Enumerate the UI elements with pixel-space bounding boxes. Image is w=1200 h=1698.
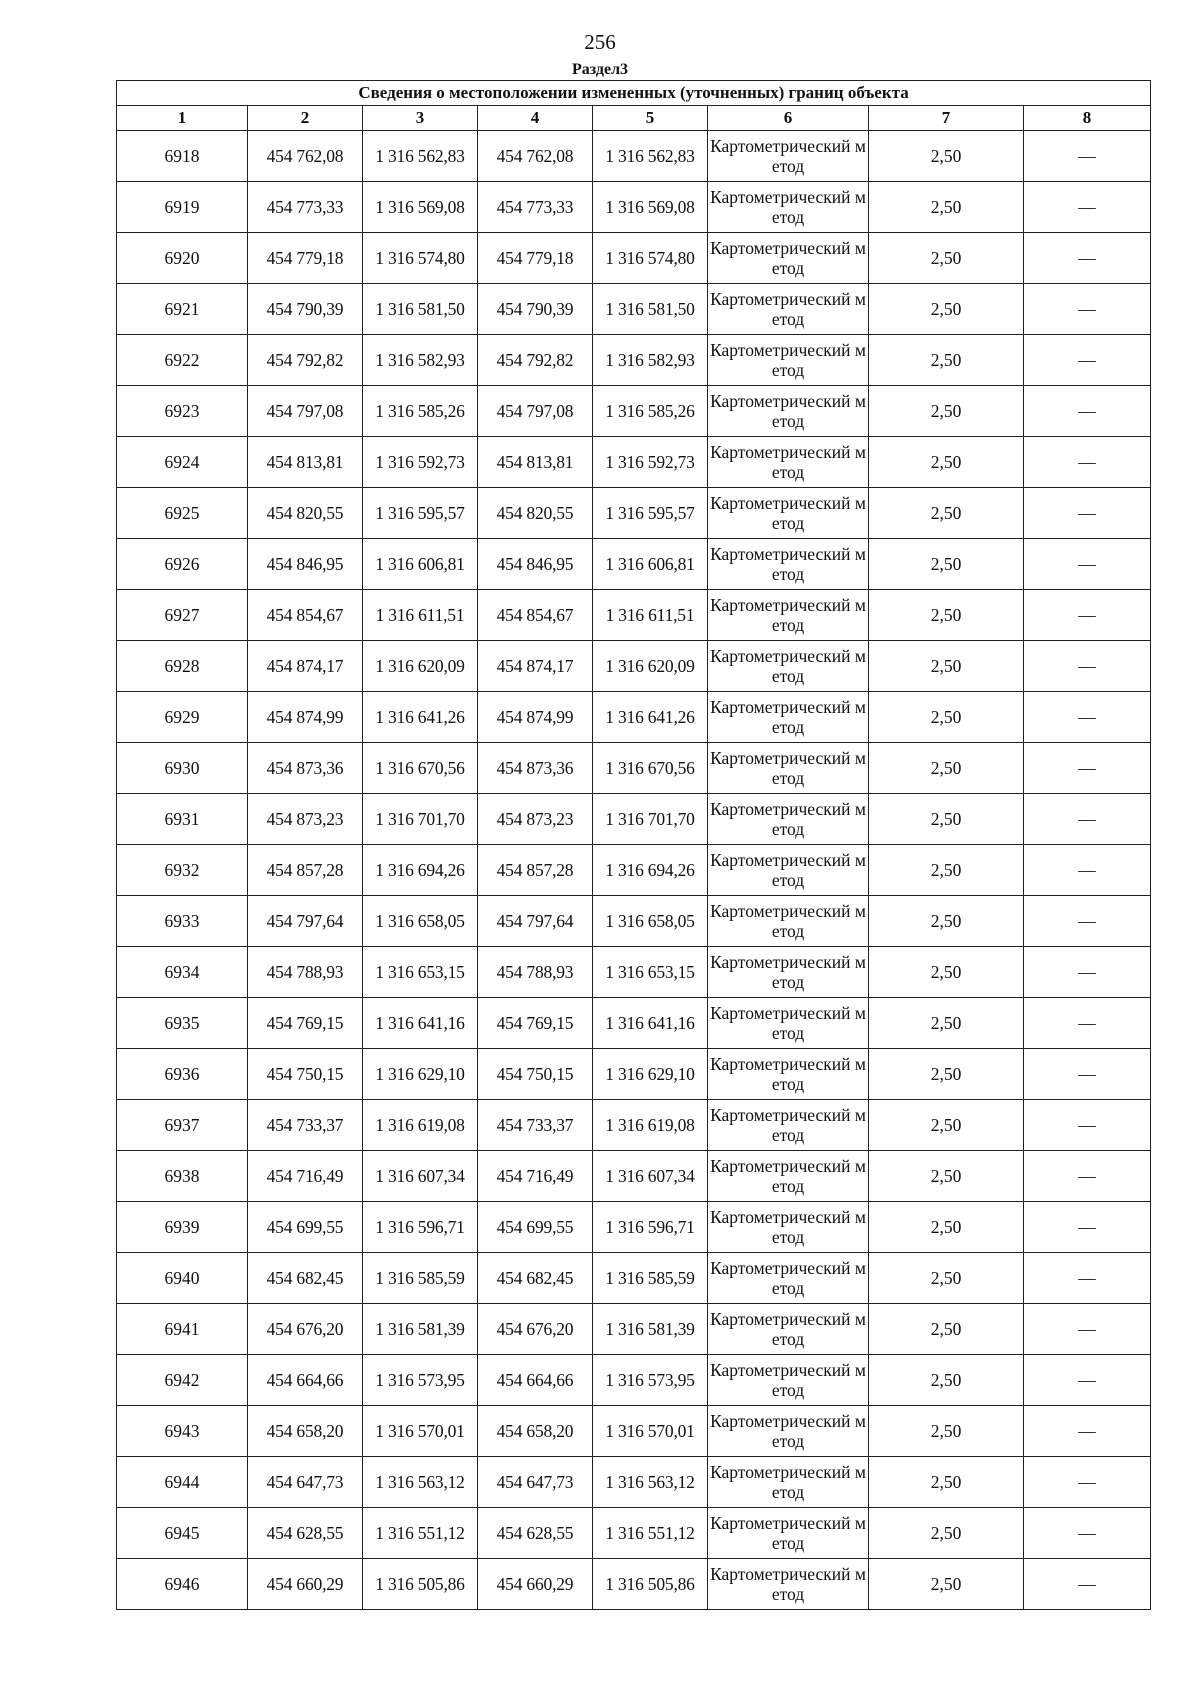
accuracy-cell: 2,50	[869, 998, 1024, 1049]
description-cell: —	[1024, 1355, 1151, 1406]
description-cell: —	[1024, 386, 1151, 437]
y-new-cell: 1 316 569,08	[593, 182, 708, 233]
table-row	[117, 182, 1151, 233]
description-cell: —	[1024, 641, 1151, 692]
method-cell: Картометрический метод	[708, 947, 869, 998]
y-existing-cell: 1 316 653,15	[363, 947, 478, 998]
y-existing-cell: 1 316 701,70	[363, 794, 478, 845]
accuracy-cell: 2,50	[869, 1253, 1024, 1304]
point-number-cell: 6938	[117, 1151, 248, 1202]
description-cell: —	[1024, 1457, 1151, 1508]
x-new-cell: 454 797,08	[478, 386, 593, 437]
table-row	[117, 1049, 1151, 1100]
y-new-cell: 1 316 574,80	[593, 233, 708, 284]
method-cell: Картометрический метод	[708, 1457, 869, 1508]
y-existing-cell: 1 316 629,10	[363, 1049, 478, 1100]
accuracy-cell: 2,50	[869, 1508, 1024, 1559]
y-existing-cell: 1 316 562,83	[363, 131, 478, 182]
y-existing-cell: 1 316 569,08	[363, 182, 478, 233]
table-row	[117, 1100, 1151, 1151]
point-number-cell: 6931	[117, 794, 248, 845]
y-existing-cell: 1 316 581,50	[363, 284, 478, 335]
x-new-cell: 454 658,20	[478, 1406, 593, 1457]
y-new-cell: 1 316 563,12	[593, 1457, 708, 1508]
x-existing-cell: 454 792,82	[248, 335, 363, 386]
table-row	[117, 437, 1151, 488]
y-new-cell: 1 316 505,86	[593, 1559, 708, 1610]
table-row	[117, 947, 1151, 998]
y-existing-cell: 1 316 694,26	[363, 845, 478, 896]
y-existing-cell: 1 316 551,12	[363, 1508, 478, 1559]
point-number-cell: 6933	[117, 896, 248, 947]
x-existing-cell: 454 676,20	[248, 1304, 363, 1355]
x-new-cell: 454 854,67	[478, 590, 593, 641]
table-row	[117, 998, 1151, 1049]
accuracy-cell: 2,50	[869, 1559, 1024, 1610]
point-number-cell: 6920	[117, 233, 248, 284]
y-new-cell: 1 316 570,01	[593, 1406, 708, 1457]
accuracy-cell: 2,50	[869, 896, 1024, 947]
page-number: 256	[584, 30, 616, 54]
y-new-cell: 1 316 551,12	[593, 1508, 708, 1559]
y-existing-cell: 1 316 573,95	[363, 1355, 478, 1406]
x-new-cell: 454 873,23	[478, 794, 593, 845]
y-new-cell: 1 316 581,39	[593, 1304, 708, 1355]
x-new-cell: 454 790,39	[478, 284, 593, 335]
description-cell: —	[1024, 182, 1151, 233]
point-number-cell: 6943	[117, 1406, 248, 1457]
column-header: 7	[869, 106, 1024, 131]
table-row	[117, 386, 1151, 437]
x-new-cell: 454 676,20	[478, 1304, 593, 1355]
column-header: 1	[117, 106, 248, 131]
y-existing-cell: 1 316 595,57	[363, 488, 478, 539]
x-new-cell: 454 762,08	[478, 131, 593, 182]
accuracy-cell: 2,50	[869, 743, 1024, 794]
y-new-cell: 1 316 585,26	[593, 386, 708, 437]
y-existing-cell: 1 316 570,01	[363, 1406, 478, 1457]
column-header: 3	[363, 106, 478, 131]
method-cell: Картометрический метод	[708, 641, 869, 692]
x-existing-cell: 454 762,08	[248, 131, 363, 182]
table-row	[117, 1406, 1151, 1457]
column-header: 6	[708, 106, 869, 131]
accuracy-cell: 2,50	[869, 233, 1024, 284]
x-new-cell: 454 797,64	[478, 896, 593, 947]
table-row	[117, 1304, 1151, 1355]
table-body	[117, 131, 1151, 1610]
y-existing-cell: 1 316 581,39	[363, 1304, 478, 1355]
point-number-cell: 6925	[117, 488, 248, 539]
x-existing-cell: 454 769,15	[248, 998, 363, 1049]
description-cell: —	[1024, 437, 1151, 488]
method-cell: Картометрический метод	[708, 1253, 869, 1304]
x-new-cell: 454 813,81	[478, 437, 593, 488]
x-new-cell: 454 750,15	[478, 1049, 593, 1100]
x-new-cell: 454 788,93	[478, 947, 593, 998]
x-new-cell: 454 874,17	[478, 641, 593, 692]
point-number-cell: 6919	[117, 182, 248, 233]
x-existing-cell: 454 682,45	[248, 1253, 363, 1304]
y-new-cell: 1 316 585,59	[593, 1253, 708, 1304]
accuracy-cell: 2,50	[869, 1406, 1024, 1457]
y-existing-cell: 1 316 641,26	[363, 692, 478, 743]
x-existing-cell: 454 788,93	[248, 947, 363, 998]
method-cell: Картометрический метод	[708, 1100, 869, 1151]
x-existing-cell: 454 699,55	[248, 1202, 363, 1253]
x-new-cell: 454 660,29	[478, 1559, 593, 1610]
description-cell: —	[1024, 1100, 1151, 1151]
y-new-cell: 1 316 694,26	[593, 845, 708, 896]
y-existing-cell: 1 316 585,26	[363, 386, 478, 437]
table-caption-row	[117, 81, 1151, 106]
point-number-cell: 6936	[117, 1049, 248, 1100]
description-cell: —	[1024, 1151, 1151, 1202]
table-row	[117, 1355, 1151, 1406]
y-new-cell: 1 316 611,51	[593, 590, 708, 641]
table-caption: Сведения о местоположении измененных (уточненных) границ объекта	[117, 81, 1151, 106]
method-cell: Картометрический метод	[708, 1559, 869, 1610]
accuracy-cell: 2,50	[869, 794, 1024, 845]
x-new-cell: 454 699,55	[478, 1202, 593, 1253]
y-existing-cell: 1 316 611,51	[363, 590, 478, 641]
table-row	[117, 896, 1151, 947]
method-cell: Картометрический метод	[708, 284, 869, 335]
table-row	[117, 284, 1151, 335]
description-cell: —	[1024, 845, 1151, 896]
x-new-cell: 454 846,95	[478, 539, 593, 590]
method-cell: Картометрический метод	[708, 845, 869, 896]
y-new-cell: 1 316 595,57	[593, 488, 708, 539]
accuracy-cell: 2,50	[869, 845, 1024, 896]
table-row	[117, 233, 1151, 284]
description-cell: —	[1024, 998, 1151, 1049]
accuracy-cell: 2,50	[869, 488, 1024, 539]
description-cell: —	[1024, 743, 1151, 794]
point-number-cell: 6926	[117, 539, 248, 590]
x-existing-cell: 454 664,66	[248, 1355, 363, 1406]
x-new-cell: 454 628,55	[478, 1508, 593, 1559]
description-cell: —	[1024, 947, 1151, 998]
description-cell: —	[1024, 590, 1151, 641]
table-row	[117, 1151, 1151, 1202]
method-cell: Картометрический метод	[708, 692, 869, 743]
y-new-cell: 1 316 620,09	[593, 641, 708, 692]
table-row	[117, 335, 1151, 386]
method-cell: Картометрический метод	[708, 335, 869, 386]
x-existing-cell: 454 854,67	[248, 590, 363, 641]
point-number-cell: 6944	[117, 1457, 248, 1508]
point-number-cell: 6927	[117, 590, 248, 641]
y-existing-cell: 1 316 585,59	[363, 1253, 478, 1304]
y-new-cell: 1 316 562,83	[593, 131, 708, 182]
accuracy-cell: 2,50	[869, 1355, 1024, 1406]
y-existing-cell: 1 316 582,93	[363, 335, 478, 386]
x-existing-cell: 454 874,17	[248, 641, 363, 692]
x-new-cell: 454 664,66	[478, 1355, 593, 1406]
y-new-cell: 1 316 670,56	[593, 743, 708, 794]
point-number-cell: 6918	[117, 131, 248, 182]
accuracy-cell: 2,50	[869, 1304, 1024, 1355]
description-cell: —	[1024, 335, 1151, 386]
point-number-cell: 6922	[117, 335, 248, 386]
x-existing-cell: 454 874,99	[248, 692, 363, 743]
description-cell: —	[1024, 794, 1151, 845]
point-number-cell: 6928	[117, 641, 248, 692]
method-cell: Картометрический метод	[708, 488, 869, 539]
x-new-cell: 454 733,37	[478, 1100, 593, 1151]
method-cell: Картометрический метод	[708, 1304, 869, 1355]
accuracy-cell: 2,50	[869, 1100, 1024, 1151]
point-number-cell: 6946	[117, 1559, 248, 1610]
x-existing-cell: 454 790,39	[248, 284, 363, 335]
table-row	[117, 539, 1151, 590]
table-row	[117, 743, 1151, 794]
method-cell: Картометрический метод	[708, 743, 869, 794]
table-row	[117, 692, 1151, 743]
x-existing-cell: 454 857,28	[248, 845, 363, 896]
x-new-cell: 454 857,28	[478, 845, 593, 896]
column-header: 2	[248, 106, 363, 131]
y-new-cell: 1 316 653,15	[593, 947, 708, 998]
section-title: Раздел3	[571, 61, 629, 78]
point-number-cell: 6929	[117, 692, 248, 743]
y-existing-cell: 1 316 606,81	[363, 539, 478, 590]
x-existing-cell: 454 846,95	[248, 539, 363, 590]
method-cell: Картометрический метод	[708, 1406, 869, 1457]
point-number-cell: 6937	[117, 1100, 248, 1151]
x-new-cell: 454 773,33	[478, 182, 593, 233]
accuracy-cell: 2,50	[869, 131, 1024, 182]
point-number-cell: 6941	[117, 1304, 248, 1355]
y-existing-cell: 1 316 505,86	[363, 1559, 478, 1610]
x-existing-cell: 454 797,08	[248, 386, 363, 437]
description-cell: —	[1024, 896, 1151, 947]
y-existing-cell: 1 316 596,71	[363, 1202, 478, 1253]
description-cell: —	[1024, 488, 1151, 539]
y-existing-cell: 1 316 607,34	[363, 1151, 478, 1202]
description-cell: —	[1024, 1406, 1151, 1457]
accuracy-cell: 2,50	[869, 437, 1024, 488]
x-existing-cell: 454 647,73	[248, 1457, 363, 1508]
x-existing-cell: 454 820,55	[248, 488, 363, 539]
x-existing-cell: 454 628,55	[248, 1508, 363, 1559]
point-number-cell: 6934	[117, 947, 248, 998]
x-new-cell: 454 647,73	[478, 1457, 593, 1508]
description-cell: —	[1024, 233, 1151, 284]
point-number-cell: 6942	[117, 1355, 248, 1406]
point-number-cell: 6932	[117, 845, 248, 896]
method-cell: Картометрический метод	[708, 1049, 869, 1100]
y-new-cell: 1 316 629,10	[593, 1049, 708, 1100]
method-cell: Картометрический метод	[708, 182, 869, 233]
point-number-cell: 6921	[117, 284, 248, 335]
accuracy-cell: 2,50	[869, 284, 1024, 335]
y-new-cell: 1 316 607,34	[593, 1151, 708, 1202]
y-new-cell: 1 316 573,95	[593, 1355, 708, 1406]
x-existing-cell: 454 750,15	[248, 1049, 363, 1100]
accuracy-cell: 2,50	[869, 1457, 1024, 1508]
description-cell: —	[1024, 284, 1151, 335]
method-cell: Картометрический метод	[708, 1355, 869, 1406]
accuracy-cell: 2,50	[869, 947, 1024, 998]
column-header: 8	[1024, 106, 1151, 131]
accuracy-cell: 2,50	[869, 1202, 1024, 1253]
y-existing-cell: 1 316 641,16	[363, 998, 478, 1049]
method-cell: Картометрический метод	[708, 896, 869, 947]
table-row	[117, 794, 1151, 845]
x-new-cell: 454 873,36	[478, 743, 593, 794]
y-new-cell: 1 316 606,81	[593, 539, 708, 590]
x-existing-cell: 454 733,37	[248, 1100, 363, 1151]
point-number-cell: 6935	[117, 998, 248, 1049]
x-new-cell: 454 820,55	[478, 488, 593, 539]
x-existing-cell: 454 873,23	[248, 794, 363, 845]
x-existing-cell: 454 873,36	[248, 743, 363, 794]
x-new-cell: 454 779,18	[478, 233, 593, 284]
accuracy-cell: 2,50	[869, 590, 1024, 641]
method-cell: Картометрический метод	[708, 1508, 869, 1559]
description-cell: —	[1024, 692, 1151, 743]
y-existing-cell: 1 316 563,12	[363, 1457, 478, 1508]
y-new-cell: 1 316 641,16	[593, 998, 708, 1049]
description-cell: —	[1024, 1304, 1151, 1355]
y-new-cell: 1 316 582,93	[593, 335, 708, 386]
y-existing-cell: 1 316 670,56	[363, 743, 478, 794]
accuracy-cell: 2,50	[869, 641, 1024, 692]
point-number-cell: 6923	[117, 386, 248, 437]
point-number-cell: 6930	[117, 743, 248, 794]
point-number-cell: 6939	[117, 1202, 248, 1253]
column-header: 5	[593, 106, 708, 131]
y-new-cell: 1 316 701,70	[593, 794, 708, 845]
x-existing-cell: 454 716,49	[248, 1151, 363, 1202]
method-cell: Картометрический метод	[708, 1202, 869, 1253]
table-row	[117, 845, 1151, 896]
description-cell: —	[1024, 1559, 1151, 1610]
y-new-cell: 1 316 592,73	[593, 437, 708, 488]
x-existing-cell: 454 658,20	[248, 1406, 363, 1457]
y-existing-cell: 1 316 658,05	[363, 896, 478, 947]
table-row	[117, 1253, 1151, 1304]
x-existing-cell: 454 779,18	[248, 233, 363, 284]
description-cell: —	[1024, 539, 1151, 590]
method-cell: Картометрический метод	[708, 437, 869, 488]
y-existing-cell: 1 316 574,80	[363, 233, 478, 284]
boundary-coordinates-table	[116, 80, 1151, 1610]
y-existing-cell: 1 316 619,08	[363, 1100, 478, 1151]
table-row	[117, 1457, 1151, 1508]
x-new-cell: 454 769,15	[478, 998, 593, 1049]
point-number-cell: 6940	[117, 1253, 248, 1304]
description-cell: —	[1024, 131, 1151, 182]
accuracy-cell: 2,50	[869, 692, 1024, 743]
method-cell: Картометрический метод	[708, 233, 869, 284]
y-new-cell: 1 316 596,71	[593, 1202, 708, 1253]
x-new-cell: 454 874,99	[478, 692, 593, 743]
x-existing-cell: 454 660,29	[248, 1559, 363, 1610]
method-cell: Картометрический метод	[708, 1151, 869, 1202]
table-row	[117, 1559, 1151, 1610]
x-existing-cell: 454 773,33	[248, 182, 363, 233]
table-header-row	[117, 106, 1151, 131]
accuracy-cell: 2,50	[869, 386, 1024, 437]
y-new-cell: 1 316 641,26	[593, 692, 708, 743]
accuracy-cell: 2,50	[869, 1151, 1024, 1202]
x-new-cell: 454 682,45	[478, 1253, 593, 1304]
method-cell: Картометрический метод	[708, 386, 869, 437]
y-new-cell: 1 316 619,08	[593, 1100, 708, 1151]
table-row	[117, 590, 1151, 641]
accuracy-cell: 2,50	[869, 335, 1024, 386]
method-cell: Картометрический метод	[708, 131, 869, 182]
table-row	[117, 1202, 1151, 1253]
y-new-cell: 1 316 581,50	[593, 284, 708, 335]
y-new-cell: 1 316 658,05	[593, 896, 708, 947]
point-number-cell: 6924	[117, 437, 248, 488]
accuracy-cell: 2,50	[869, 182, 1024, 233]
table-row	[117, 131, 1151, 182]
column-header: 4	[478, 106, 593, 131]
method-cell: Картометрический метод	[708, 539, 869, 590]
method-cell: Картометрический метод	[708, 794, 869, 845]
accuracy-cell: 2,50	[869, 1049, 1024, 1100]
point-number-cell: 6945	[117, 1508, 248, 1559]
x-existing-cell: 454 797,64	[248, 896, 363, 947]
description-cell: —	[1024, 1253, 1151, 1304]
accuracy-cell: 2,50	[869, 539, 1024, 590]
x-new-cell: 454 792,82	[478, 335, 593, 386]
y-existing-cell: 1 316 592,73	[363, 437, 478, 488]
x-existing-cell: 454 813,81	[248, 437, 363, 488]
description-cell: —	[1024, 1202, 1151, 1253]
method-cell: Картометрический метод	[708, 590, 869, 641]
x-new-cell: 454 716,49	[478, 1151, 593, 1202]
description-cell: —	[1024, 1049, 1151, 1100]
table-row	[117, 488, 1151, 539]
method-cell: Картометрический метод	[708, 998, 869, 1049]
table-row	[117, 1508, 1151, 1559]
description-cell: —	[1024, 1508, 1151, 1559]
table-row	[117, 641, 1151, 692]
y-existing-cell: 1 316 620,09	[363, 641, 478, 692]
